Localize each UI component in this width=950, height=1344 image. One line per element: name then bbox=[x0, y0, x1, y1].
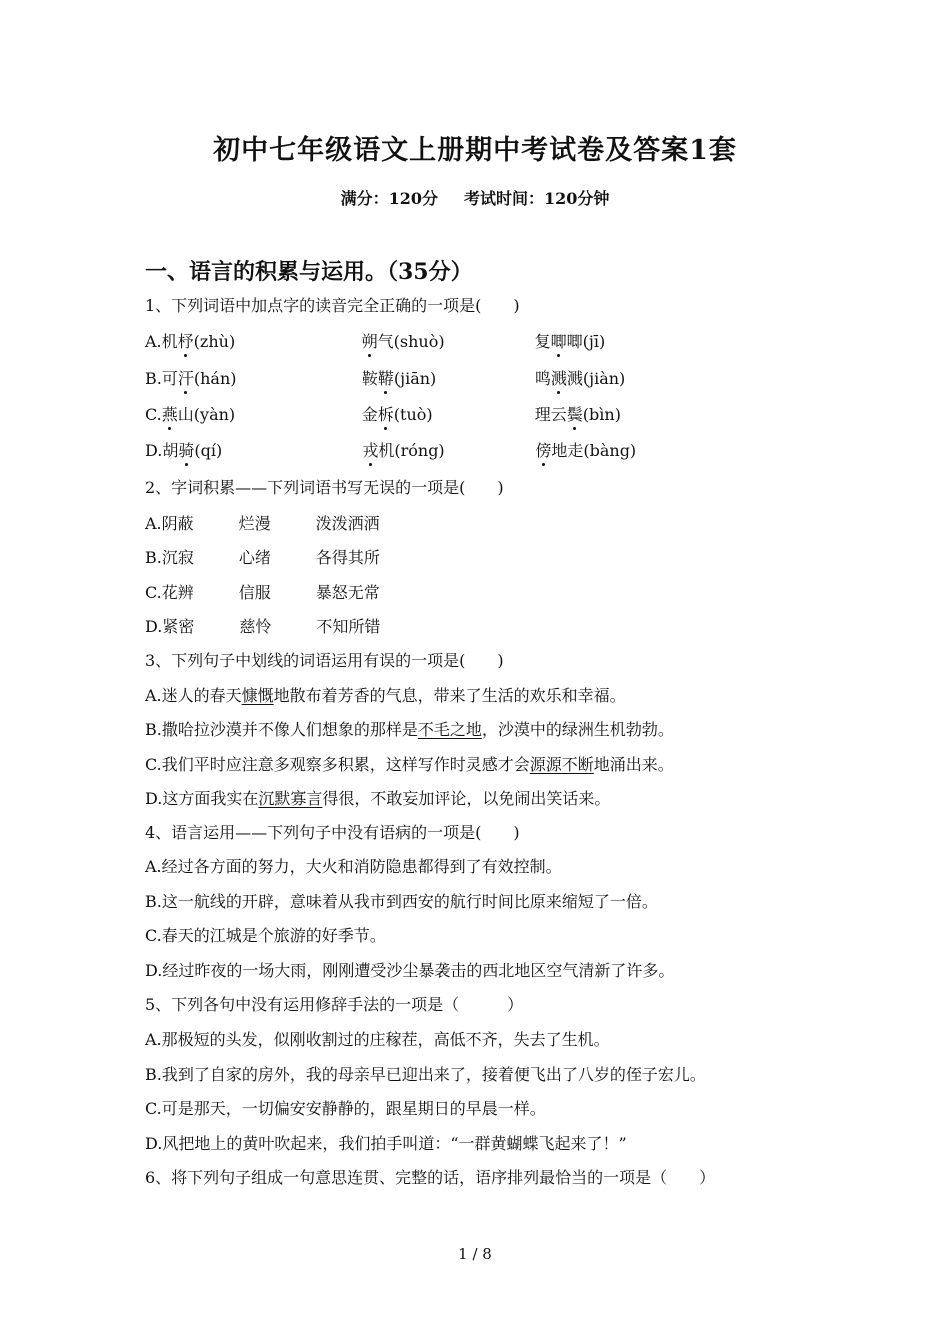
question-2-option bbox=[145, 548, 380, 568]
option-word bbox=[535, 369, 625, 389]
word-3: 不知所错 bbox=[316, 617, 381, 636]
question-1-option bbox=[145, 405, 621, 425]
word-suffix: (hán) bbox=[193, 369, 237, 388]
sentence-suffix: 得很，不敢妄加评论，以免闹出笑话来。 bbox=[322, 789, 611, 808]
word-suffix: 唧(jī) bbox=[566, 332, 606, 351]
dotted-character: 汗 bbox=[177, 369, 194, 388]
word-2: 烂漫 bbox=[238, 514, 271, 533]
question-4-option-b: B.这一航线的开辟，意味着从我市到西安的航行时间比原来缩短了一倍。 bbox=[145, 892, 658, 911]
word-3: 暴怒无常 bbox=[315, 583, 380, 602]
option-word bbox=[162, 332, 362, 352]
question-4-option-c: C.春天的江城是个旅游的好季节。 bbox=[145, 926, 386, 945]
question-3-stem: 3、下列句子中划线的词语运用有误的一项是( ) bbox=[145, 651, 504, 670]
option-label: B. bbox=[145, 720, 162, 739]
sentence-suffix: 地涌出来。 bbox=[593, 755, 674, 774]
word-suffix: 山(yàn) bbox=[177, 405, 236, 424]
question-1-option bbox=[145, 332, 605, 352]
word-prefix: 机 bbox=[161, 332, 178, 351]
sentence-prefix: 这方面我实在 bbox=[162, 789, 259, 808]
dotted-character: 鞯 bbox=[377, 369, 394, 388]
option-word bbox=[162, 405, 362, 425]
question-3-option bbox=[145, 789, 610, 809]
word-1: 紧密 bbox=[162, 617, 195, 636]
option-word bbox=[362, 441, 535, 461]
word-prefix: 胡 bbox=[162, 441, 179, 460]
word-suffix: (bìn) bbox=[582, 405, 621, 424]
word-prefix: 复 bbox=[534, 332, 551, 351]
word-suffix: (jiān) bbox=[393, 369, 437, 388]
word-suffix: (tuò) bbox=[393, 405, 433, 424]
word-2: 慈怜 bbox=[239, 617, 272, 636]
option-label: A. bbox=[145, 332, 162, 351]
underlined-phrase: 沉默寡言 bbox=[258, 789, 323, 808]
word-suffix: (zhù) bbox=[193, 332, 236, 351]
option-word bbox=[162, 369, 362, 389]
question-3-option bbox=[145, 686, 626, 706]
option-word bbox=[362, 405, 535, 425]
option-label: B. bbox=[145, 548, 162, 567]
dotted-character: 戎 bbox=[362, 441, 379, 460]
question-5-stem: 5、下列各句中没有运用修辞手法的一项是（ ） bbox=[145, 995, 524, 1014]
option-word bbox=[362, 332, 535, 352]
question-5-option-d: D.风把地上的黄叶吹起来，我们拍手叫道：“一群黄蝴蝶飞起来了！” bbox=[145, 1134, 627, 1153]
option-word bbox=[535, 405, 621, 425]
question-1-option bbox=[145, 369, 625, 389]
exam-info bbox=[0, 186, 950, 209]
dotted-character: 骑 bbox=[178, 441, 195, 460]
word-prefix: 理云 bbox=[534, 405, 567, 424]
dotted-character: 朔 bbox=[361, 332, 378, 351]
question-1-stem: 1、下列词语中加点字的读音完全正确的一项是( ) bbox=[145, 296, 520, 315]
question-2-option bbox=[145, 583, 380, 603]
question-3-option bbox=[145, 755, 674, 775]
question-2-option bbox=[145, 514, 380, 534]
question-3-option bbox=[145, 720, 674, 740]
word-3: 各得其所 bbox=[315, 548, 380, 567]
underlined-phrase: 慷慨 bbox=[241, 686, 274, 705]
section-heading: 一、语言的积累与运用。（35分） bbox=[145, 259, 473, 285]
option-word bbox=[162, 441, 362, 461]
option-label: C. bbox=[145, 755, 162, 774]
total-score: 满分：120分 bbox=[340, 189, 438, 208]
underlined-phrase: 不毛之地 bbox=[417, 720, 482, 739]
word-suffix: (qí) bbox=[194, 441, 223, 460]
word-suffix: 气(shuò) bbox=[377, 332, 445, 351]
option-label: D. bbox=[145, 789, 163, 808]
word-suffix: 机(róng) bbox=[378, 441, 445, 460]
sentence-suffix: 地散布着芳香的气息，带来了生活的欢乐和幸福。 bbox=[273, 686, 626, 705]
question-1-option bbox=[145, 441, 636, 461]
dotted-character: 柝 bbox=[377, 405, 394, 424]
word-suffix: 溅(jiàn) bbox=[566, 369, 626, 388]
dotted-character: 傍 bbox=[535, 441, 552, 460]
word-2: 信服 bbox=[238, 583, 271, 602]
option-word bbox=[362, 369, 535, 389]
question-5-option-b: B.我到了自家的房外，我的母亲早已迎出来了，接着便飞出了八岁的侄子宏儿。 bbox=[145, 1065, 706, 1084]
dotted-character: 杼 bbox=[177, 332, 194, 351]
question-4-stem: 4、语言运用——下列句子中没有语病的一项是( ) bbox=[145, 823, 520, 842]
option-label: C. bbox=[145, 583, 162, 602]
option-label: D. bbox=[145, 617, 163, 636]
page-number: 1 / 8 bbox=[458, 1245, 492, 1263]
word-2: 心绪 bbox=[238, 548, 271, 567]
option-label: A. bbox=[145, 686, 162, 705]
word-3: 泼泼洒洒 bbox=[315, 514, 380, 533]
option-label: D. bbox=[145, 441, 163, 460]
word-prefix: 鞍 bbox=[361, 369, 378, 388]
option-label: A. bbox=[145, 514, 162, 533]
question-4-option-d: D.经过昨夜的一场大雨，刚刚遭受沙尘暴袭击的西北地区空气清新了许多。 bbox=[145, 961, 675, 980]
sentence-prefix: 迷人的春天 bbox=[161, 686, 242, 705]
question-5-option-c: C.可是那天，一切偏安安静静的，跟星期日的早晨一样。 bbox=[145, 1099, 546, 1118]
question-5-option-a: A.那极短的头发，似刚收割过的庄稼茬，高低不齐，失去了生机。 bbox=[145, 1030, 610, 1049]
dotted-character: 唧 bbox=[550, 332, 567, 351]
exam-time: 考试时间：120分钟 bbox=[464, 189, 610, 208]
word-prefix: 可 bbox=[161, 369, 178, 388]
question-6-stem: 6、将下列句子组成一句意思连贯、完整的话，语序排列最恰当的一项是（ ） bbox=[145, 1168, 716, 1187]
sentence-suffix: ，沙漠中的绿洲生机勃勃。 bbox=[481, 720, 674, 739]
sentence-prefix: 撒哈拉沙漠并不像人们想象的那样是 bbox=[161, 720, 418, 739]
word-1: 阴蔽 bbox=[161, 514, 194, 533]
option-word bbox=[535, 441, 636, 461]
question-4-option-a: A.经过各方面的努力，大火和消防隐患都得到了有效控制。 bbox=[145, 857, 562, 876]
option-word bbox=[535, 332, 606, 352]
page-title: 初中七年级语文上册期中考试卷及答案1套 bbox=[213, 135, 737, 166]
underlined-phrase: 源源不断 bbox=[529, 755, 594, 774]
word-prefix: 金 bbox=[361, 405, 378, 424]
option-label: B. bbox=[145, 369, 162, 388]
word-prefix: 鸣 bbox=[534, 369, 551, 388]
sentence-prefix: 我们平时应注意多观察多积累，这样写作时灵感才会 bbox=[161, 755, 530, 774]
dotted-character: 溅 bbox=[550, 369, 567, 388]
question-2-stem: 2、字词积累——下列词语书写无误的一项是( ) bbox=[145, 478, 504, 497]
dotted-character: 鬓 bbox=[566, 405, 583, 424]
word-1: 沉寂 bbox=[161, 548, 194, 567]
word-suffix: 地走(bàng) bbox=[551, 441, 637, 460]
word-1: 花辨 bbox=[161, 583, 194, 602]
question-2-option bbox=[145, 617, 380, 637]
option-label: C. bbox=[145, 405, 162, 424]
dotted-character: 燕 bbox=[161, 405, 178, 424]
